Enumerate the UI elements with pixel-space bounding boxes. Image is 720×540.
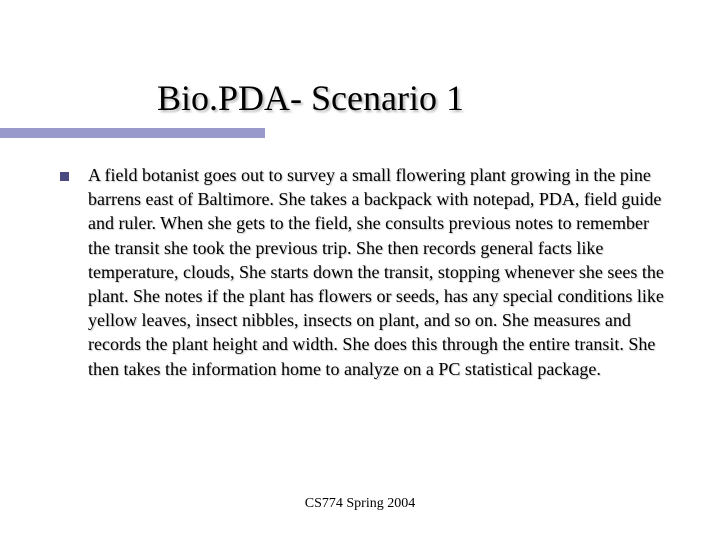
slide-title: Bio.PDA- Scenario 1 — [157, 78, 464, 118]
bullet-paragraph: A field botanist goes out to survey a small flowering plant growing in the pine barrens east of Baltimore. She takes a backpack with notepad, PDA, field guide and ruler. When she gets to the field, she consults previous notes to remember the transit she took the previous trip. She then records general facts like temperature, clouds, She starts down the transit, stopping whenever she sees the plant. She notes if the plant has flowers or seeds, has any special conditions like yellow leaves, insect nibbles, insects on plant, and so on. She measures and records the plant height and width. She does this through the entire transit. She then takes the information home to analyze on a PC statistical package. — [88, 165, 664, 379]
square-bullet-icon — [60, 172, 69, 181]
slide-footer: CS774 Spring 2004 — [304, 496, 416, 511]
title-underline-bar — [0, 128, 265, 138]
